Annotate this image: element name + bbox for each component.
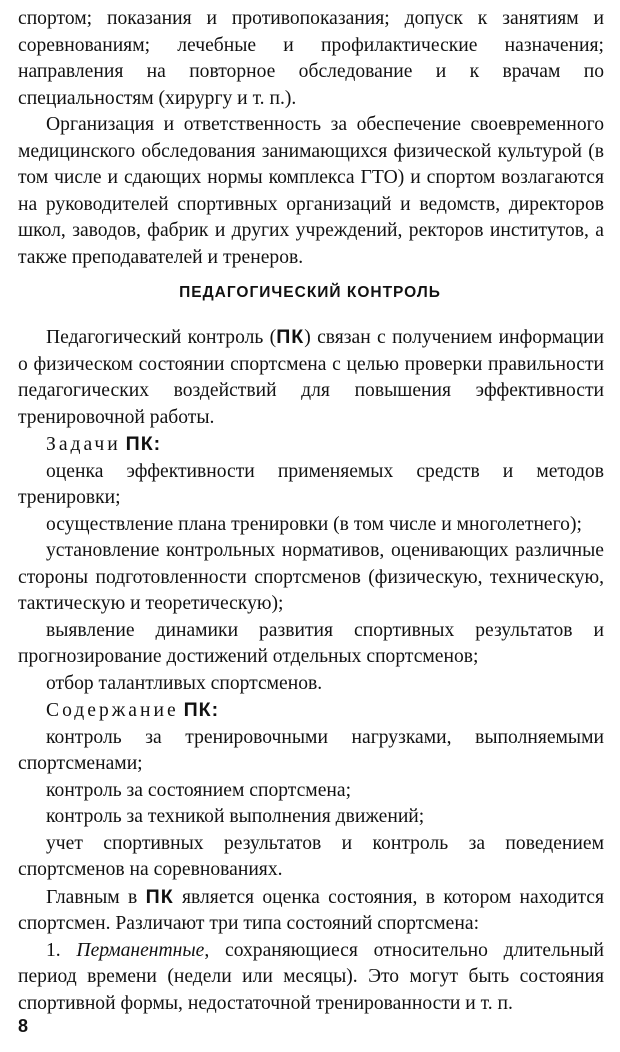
- item-number: 1.: [46, 939, 61, 961]
- task-item: осуществление плана тренировки (в том числе и многолетнего);: [46, 513, 582, 535]
- state-item-1: [18, 938, 604, 1018]
- content-abbr: ПК:: [183, 699, 220, 721]
- intro-paragraph-2: Организация и ответственность за обеспечение своевременного медицинского обследования занимающихся физической культурой (в том числе и сдающих нормы комплекса ГТО) и спортом возлагаются на руководителей спортивных организаций и ведомств, директоров школ, заводов, фабрик и других учреждений, ректоров институтов, а также преподавателей и тренеров.: [18, 114, 604, 268]
- item-text: , сохраняющиеся относительно длительный период времени (недели или месяцы). Это могут быть состояния спортивной формы, недостаточной тренированности и т. п.: [18, 939, 604, 1014]
- content-label: Содержание: [46, 700, 179, 721]
- main-text-after: является оценка состояния, в котором находится спортсмен. Различают три типа состояний спортсмена:: [18, 886, 604, 934]
- intro-block: [18, 6, 604, 271]
- content-item: контроль за техникой выполнения движений;: [46, 806, 425, 827]
- content-heading: [18, 697, 604, 725]
- pk-abbr: ПК: [276, 326, 305, 348]
- task-item: установление контрольных нормативов, оценивающих различные стороны подготовленности спортсменов (физическую, техническую, тактическую и теоретическую);: [18, 540, 604, 614]
- main-abbr: ПК: [145, 885, 174, 908]
- tasks-abbr: ПК:: [125, 433, 162, 455]
- main-paragraph: [18, 884, 604, 938]
- page-number: 8: [18, 1016, 29, 1036]
- content-item: учет спортивных результатов и контроль за поведением спортсменов на соревнованиях.: [18, 832, 604, 880]
- task-item: выявление динамики развития спортивных результатов и прогнозирование достижений отдельных спортсменов;: [18, 619, 604, 667]
- section-body: [18, 324, 604, 1017]
- section-heading: ПЕДАГОГИЧЕСКИЙ КОНТРОЛЬ: [179, 284, 441, 301]
- lead-text-after: ) связан с получением информации о физическом состоянии спортсмена с целью проверки правильности педагогических воздействий для повышения эффективности тренировочной работы.: [18, 327, 604, 428]
- task-item: отбор талантливых спортсменов.: [46, 672, 323, 694]
- tasks-heading: [18, 431, 604, 459]
- lead-paragraph: [18, 324, 604, 431]
- intro-paragraph-1: спортом; показания и противопоказания; допуск к занятиям и соревнованиям; лечебные и профилактические назначения; направления на повторное обследование и к врачам по специальностям (хирургу и т. п.).: [18, 8, 604, 109]
- item-term: Перманентные: [76, 939, 205, 961]
- main-text-before: Главным в: [46, 886, 146, 908]
- task-item: оценка эффективности применяемых средств и методов тренировки;: [18, 460, 604, 508]
- content-item: контроль за тренировочными нагрузками, выполняемыми спортсменами;: [18, 726, 604, 774]
- lead-text-before: Педагогический контроль (: [46, 327, 277, 348]
- tasks-label: Задачи: [46, 434, 121, 455]
- content-item: контроль за состоянием спортсмена;: [46, 779, 352, 801]
